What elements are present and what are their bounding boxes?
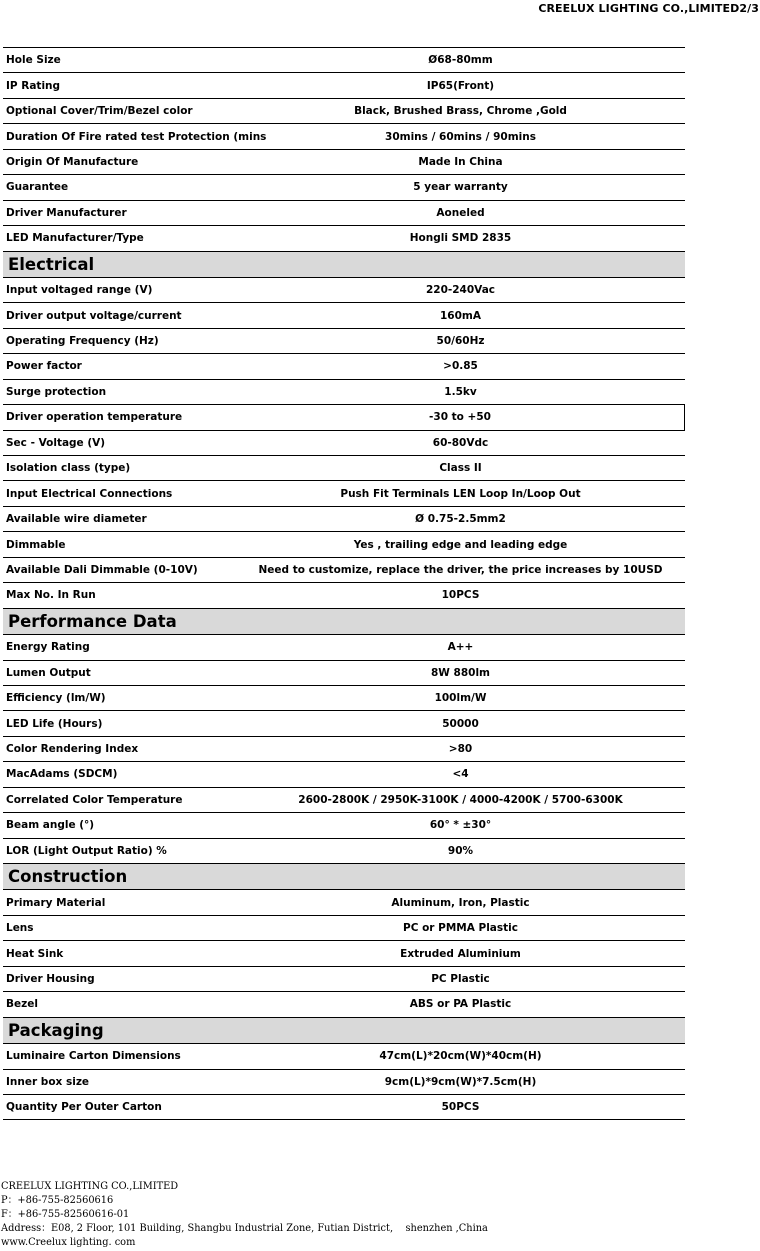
spec-label: Lumen Output [6,666,91,679]
spec-row [3,354,685,379]
spec-label: Available wire diameter [6,513,147,526]
spec-label: Operating Frequency (Hz) [6,335,159,348]
spec-row [3,150,685,175]
section-header [3,864,685,890]
spec-label: LED Manufacturer/Type [6,232,144,245]
spec-row [3,813,685,838]
spec-row [3,635,685,660]
spec-value: 1.5kv [444,385,477,398]
spec-row [3,456,685,481]
section-title: Performance Data [8,611,177,631]
spec-row [3,661,685,686]
footer-address: Address：E08, 2 Floor, 101 Building, Shangbu Industrial Zone, Futian District, shenzhen ,China [1,1223,488,1234]
spec-value: 47cm(L)*20cm(W)*40cm(H) [379,1050,542,1063]
spec-value: 100lm/W [434,692,487,705]
spec-label: Energy Rating [6,641,90,654]
section-header [3,609,685,635]
spec-row [3,507,685,532]
section-title: Packaging [8,1020,104,1040]
spec-value: Black, Brushed Brass, Chrome ,Gold [354,105,567,118]
spec-label: Luminaire Carton Dimensions [6,1050,181,1063]
spec-label: Dimmable [6,538,66,551]
spec-label: LED Life (Hours) [6,717,103,730]
spec-value: >0.85 [443,360,478,373]
spec-value: -30 to +50 [429,411,491,424]
spec-row [3,967,685,992]
spec-row [3,711,685,736]
section-header [3,252,685,278]
spec-value: Aoneled [436,206,485,219]
spec-label: Driver output voltage/current [6,309,182,322]
footer-fax: F：+86-755-82560616-01 [1,1209,130,1220]
spec-value: 9cm(L)*9cm(W)*7.5cm(H) [384,1075,537,1088]
spec-label: Primary Material [6,896,106,909]
section-title: Electrical [8,254,95,274]
spec-value: Push Fit Terminals LEN Loop In/Loop Out [340,487,581,500]
spec-row [3,201,685,226]
spec-row [3,303,685,328]
spec-value: 30mins / 60mins / 90mins [385,130,536,143]
spec-value: Need to customize, replace the driver, the price increases by 10USD [258,563,663,576]
spec-row [3,329,685,354]
spec-table [3,47,685,1120]
spec-value: IP65(Front) [426,79,495,92]
spec-value: Class II [439,462,482,475]
spec-label: Optional Cover/Trim/Bezel color [6,105,193,118]
spec-label: Origin Of Manufacture [6,155,139,168]
spec-row [3,48,685,73]
spec-value: 50000 [442,717,479,730]
spec-label: Hole Size [6,54,61,67]
footer [1,1180,488,1250]
spec-value: A++ [447,641,474,654]
spec-row [3,278,685,303]
footer-website: www.Creelux lighting. com [1,1237,136,1248]
spec-label: Driver Manufacturer [6,206,127,219]
spec-value: 2600-2800K / 2950K-3100K / 4000-4200K / 5700-6300K [298,793,623,806]
spec-value: PC or PMMA Plastic [403,922,518,935]
spec-row [3,532,685,557]
spec-label: MacAdams (SDCM) [6,768,118,781]
spec-row [3,99,685,124]
section-title: Construction [8,867,128,887]
spec-value: Hongli SMD 2835 [409,232,512,245]
spec-label: Heat Sink [6,947,64,960]
spec-label: Color Rendering Index [6,743,139,756]
spec-label: Surge protection [6,385,107,398]
spec-row [3,992,685,1017]
spec-row [3,405,685,430]
spec-row [3,380,685,405]
spec-value: 5 year warranty [413,181,508,194]
section-header [3,1018,685,1044]
spec-value: 50PCS [441,1101,480,1114]
spec-label: Isolation class (type) [6,462,131,475]
spec-row [3,73,685,98]
spec-row [3,431,685,456]
spec-value: PC Plastic [431,972,490,985]
spec-row [3,124,685,149]
spec-label: Lens [6,922,34,935]
spec-value: 10PCS [441,589,480,602]
spec-label: Beam angle (°) [6,819,95,832]
spec-value: <4 [452,768,469,781]
spec-row [3,1044,685,1069]
spec-row [3,941,685,966]
spec-label: LOR (Light Output Ratio) % [6,844,167,857]
spec-value: 50/60Hz [436,335,485,348]
spec-row [3,916,685,941]
spec-row [3,788,685,813]
spec-row [3,583,685,608]
spec-row [3,1070,685,1095]
spec-value: >80 [448,743,473,756]
spec-label: Sec - Voltage (V) [6,436,106,449]
spec-value: Ø 0.75-2.5mm2 [415,513,506,526]
spec-label: Max No. In Run [6,589,96,602]
spec-value: 8W 880lm [430,666,490,679]
spec-label: IP Rating [6,79,61,92]
page-header: CREELUX LIGHTING CO.,LIMITED2/3 [538,2,759,15]
spec-value: ABS or PA Plastic [409,998,512,1011]
spec-value: 60° * ±30° [429,819,492,832]
spec-value: 160mA [440,309,481,322]
spec-label: Input voltaged range (V) [6,284,153,297]
footer-company: CREELUX LIGHTING CO.,LIMITED [1,1181,179,1192]
spec-value: 220-240Vac [425,284,496,297]
spec-row [3,686,685,711]
spec-label: Power factor [6,360,82,373]
spec-row [3,226,685,251]
spec-label: Efficiency (lm/W) [6,692,106,705]
spec-value: 90% [447,844,474,857]
spec-row [3,481,685,506]
spec-row [3,558,685,583]
spec-value: 60-80Vdc [432,436,489,449]
spec-value: Ø68-80mm [428,54,493,67]
spec-label: Available Dali Dimmable (0-10V) [6,563,198,576]
spec-row [3,737,685,762]
spec-row [3,839,685,864]
spec-label: Driver operation temperature [6,411,183,424]
footer-phone: P：+86-755-82560616 [1,1195,114,1206]
spec-value: Aluminum, Iron, Plastic [391,896,530,909]
spec-label: Bezel [6,998,38,1011]
spec-label: Driver Housing [6,972,95,985]
spec-value: Made In China [418,155,503,168]
spec-row [3,762,685,787]
spec-label: Guarantee [6,181,69,194]
spec-label: Inner box size [6,1075,90,1088]
spec-value: Yes , trailing edge and leading edge [353,538,568,551]
spec-row [3,175,685,200]
spec-label: Correlated Color Temperature [6,793,183,806]
spec-label: Quantity Per Outer Carton [6,1101,162,1114]
spec-row [3,890,685,915]
spec-label: Duration Of Fire rated test Protection (mins [6,130,267,143]
spec-row [3,1095,685,1120]
spec-label: Input Electrical Connections [6,487,173,500]
spec-value: Extruded Aluminium [400,947,521,960]
